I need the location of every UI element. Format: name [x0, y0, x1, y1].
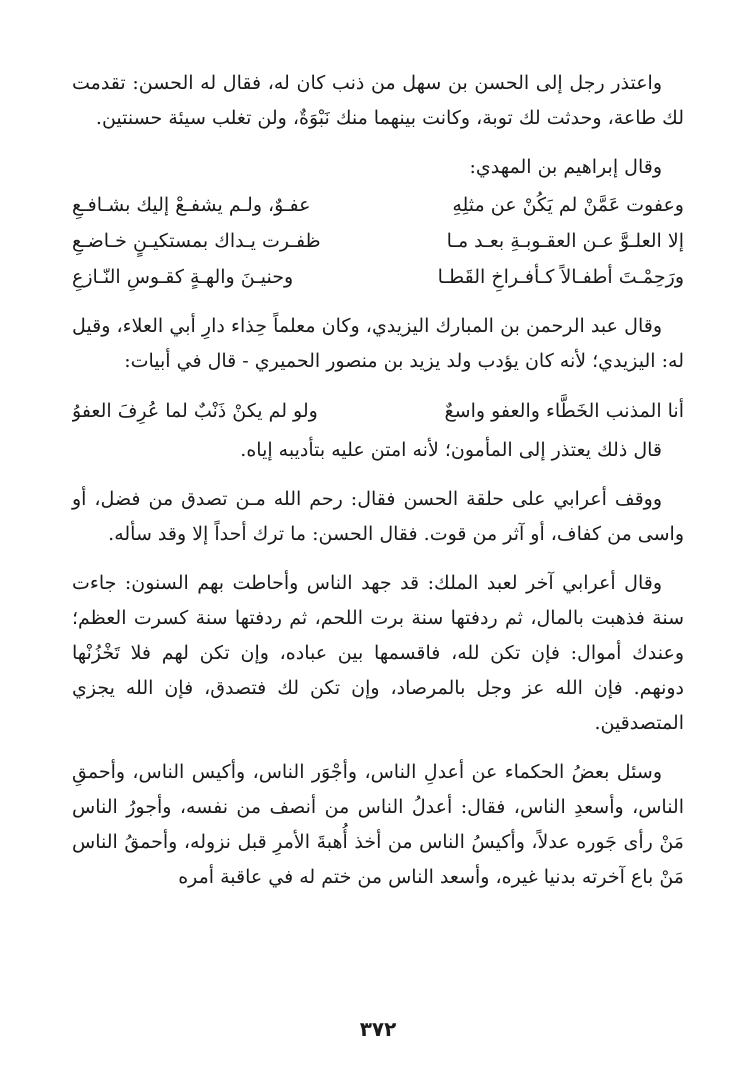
paragraph-wise-men: وسئل بعضُ الحكماء عن أعدلِ الناس، وأجْوَر الناس، وأكيس الناس، وأحمقِ الناس، وأسعدِ الناس، فقال: أعدلُ الناس من أنصف من نفسه، وأجورُ الناس مَنْ رأى جَوره عدلاً، وأكيسُ الناس من أخذ أُهبةَ الأمرِ قبل نزوله، وأحمقُ الناس مَنْ باع آخرته بدنيا غيره، وأسعد الناس من ختم له في عاقبة أمره: [72, 761, 684, 888]
paragraph-bedouin-hasan: ووقف أعرابي على حلقة الحسن فقال: رحم الله مـن تصدق من فضل، أو واسى من كفاف، أو آثر من قوت. فقال الحسن: ما ترك أحداً إلا وقد سأله.: [72, 488, 684, 545]
paragraph-spacer: [72, 468, 684, 482]
paragraph-spacer: [72, 552, 684, 566]
paragraph-mamun-note: قال ذلك يعتذر إلى المأمون؛ لأنه امتن عليه بتأديبه إياه.: [240, 439, 662, 461]
paragraph-bedouin-abdulmalik: وقال أعرابي آخر لعبد الملك: قد جهد الناس وأحاطت بهم السنون: جاءت سنة فذهبت بالمال، ثم ردفتها سنة برت اللحم، ثم ردفتها سنة كسرت العظم؛ وعندك أموال: فإن تكن لله، فاقسمها بين عباده، وإن تكن لهم فلا تَخْزُنْها دونهم. فإن الله عز وجل بالمرصاد، وإن تكن لك فتصدق، فإن الله يجزي المتصدقين.: [72, 572, 684, 734]
verse-second-hemistich: وحنيـنَ والهـةٍ كقـوسِ النّـازعِ: [72, 266, 294, 288]
paragraph-ibrahim-intro: وقال إبراهيم بن المهدي:: [469, 156, 662, 178]
poem-verse: [72, 259, 684, 295]
poem-verse: [72, 187, 684, 223]
verse-second-hemistich: ولو لم يكنْ ذَنْبٌ لما عُرِفَ العفوُ: [72, 400, 318, 422]
paragraph-spacer: [72, 741, 684, 755]
verse-second-hemistich: ظفـرت يـداك بمستكيـنٍ خـاضـعِ: [72, 230, 321, 252]
paragraph-spacer: [72, 136, 684, 150]
verse-first-hemistich: أنا المذنب الخَطَّاء والعفو واسعٌ: [444, 400, 684, 422]
poem-ibrahim: [72, 187, 684, 295]
poem-verse: [72, 223, 684, 259]
verse-first-hemistich: وعفوت عَمَّنْ لم يَكُنْ عن مثلِهِ: [452, 194, 684, 216]
paragraph-spacer: [72, 379, 684, 393]
verse-second-hemistich: عفـوٌ، ولـم يشفـعْ إليك بشـافـعِ: [72, 194, 311, 216]
poem-yazidi-verse: [72, 393, 684, 429]
verse-first-hemistich: إلا العلـوَّ عـن العقـوبـةِ بعـد مـا: [446, 230, 684, 252]
document-page: [72, 66, 684, 895]
paragraph-spacer: [72, 295, 684, 309]
verse-first-hemistich: ورَحِمْـتَ أطفـالاً كـأفـراخِ القَطـا: [437, 266, 684, 288]
paragraph-hasan-bin-sahl: واعتذر رجل إلى الحسن بن سهل من ذنب كان له، فقال له الحسن: تقدمت لك طاعة، وحدثت لك توبة، وكانت بينهما منك نَبْوَةٌ، ولن تغلب سيئة حسنتين.: [72, 72, 684, 129]
page-number: ٣٧٢: [359, 1017, 397, 1041]
paragraph-yazidi: وقال عبد الرحمن بن المبارك اليزيدي، وكان معلماً حِذاء دارِ أبي العلاء، وقيل له: اليزيدي؛ لأنه كان يؤدب ولد يزيد بن منصور الحميري - قال في أبيات:: [72, 315, 684, 372]
